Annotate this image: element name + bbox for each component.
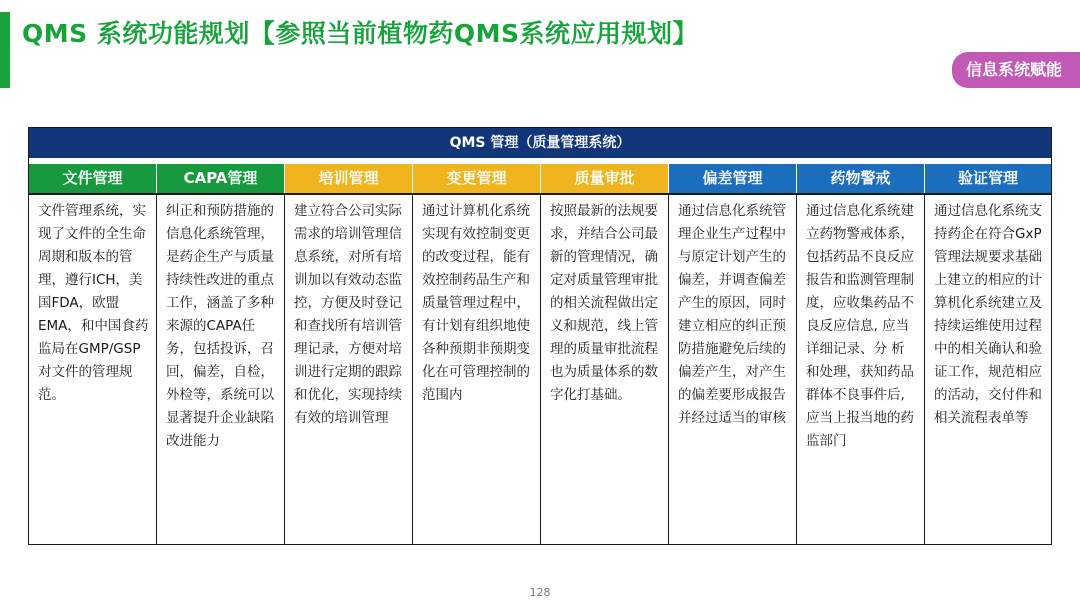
column-body-document: 文件管理系统，实现了文件的全生命周期和版本的管理，遵行ICH，美国FDA，欧盟EMA，和中国食药监局在GMP/GSP对文件的管理规范。 [29,195,157,544]
column-body-training: 建立符合公司实际需求的培训管理信息系统，对所有培训加以有效动态监控，方便及时登记和查找所有培训管理记录，方便对培训进行定期的跟踪和优化，实现持续有效的培训管理 [285,195,413,544]
column-header-deviation: 偏差管理 [669,164,797,193]
table-header: QMS 管理（质量管理系统） [29,128,1051,158]
info-system-badge: 信息系统赋能 [952,52,1080,88]
column-header-validation: 验证管理 [925,164,1051,193]
column-body-validation: 通过信息化系统支持药企在符合GxP管理法规要求基础上建立的相应的计算机化系统建立及持续运维使用过程中的相关确认和验证工作，规范相应的活动，交付件和相关流程表单等 [934,203,1042,426]
column-header-quality-approval: 质量审批 [541,164,669,193]
page-number: 128 [529,586,551,599]
column-header-capa: CAPA管理 [157,164,285,193]
column-header-pharmacovigilance: 药物警戒 [797,164,925,193]
column-body-change: 通过计算机化系统实现有效控制变更的改变过程，能有效控制药品生产和质量管理过程中，有计划有组织地使各种预期非预期变化在可管理控制的范围内 [413,195,541,544]
column-header-document: 文件管理 [29,164,157,193]
left-accent-bar [0,12,10,88]
column-header-training: 培训管理 [285,164,413,193]
column-body-capa: 纠正和预防措施的信息化系统管理，是药企生产与质量持续性改进的重点工作，涵盖了多种来源的CAPA任务，包括投诉，召回，偏差，自检，外检等，系统可以显著提升企业缺陷改进能力 [157,195,285,544]
column-body-pharmacovigilance: 通过信息化系统建立药物警戒体系，包括药品不良反应报告和监测管理制度，应收集药品不良反应信息, 应当详细记录、分 析和处理，获知药品群体不良事件后,应当上报当地的药监部门 [797,195,925,544]
qms-table [28,127,1052,545]
column-body-quality-approval: 按照最新的法规要求，并结合公司最新的管理情况，确定对质量管理审批的相关流程做出定义和规范，线上管理的质量审批流程也为质量体系的数字化打基础。 [541,195,669,544]
column-body-deviation: 通过信息化系统管理企业生产过程中与原定计划产生的偏差，并调查偏差产生的原因，同时建立相应的纠正预防措施避免后续的偏差产生，对产生的偏差要形成报告并经过适当的审核 [669,195,797,544]
column-header-change: 变更管理 [413,164,541,193]
slide-title: QMS 系统功能规划【参照当前植物药QMS系统应用规划】 [22,19,698,48]
